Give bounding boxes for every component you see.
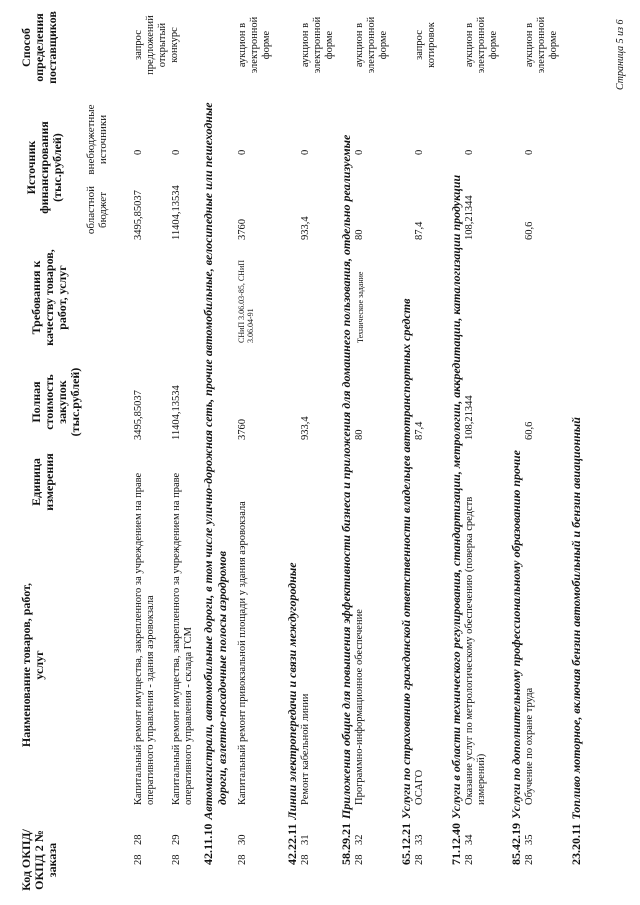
header-requirements: Требования к качеству товаров, работ, услуг: [29, 249, 69, 346]
row-name: Капитальный ремонт привокзальной площади у здания аэровокзала: [237, 501, 248, 805]
row-index-2: 35: [524, 834, 535, 845]
row-cost: 11404,13534: [171, 385, 182, 440]
row-index-1: 28: [354, 854, 365, 865]
header-source-offbudget: внебюджетные источники: [85, 104, 109, 175]
row-index-2: 34: [464, 834, 475, 845]
row-cost: 933,4: [300, 416, 311, 440]
row-regional: 108,21344: [464, 195, 475, 240]
row-name: Капитальный ремонт имущества, закрепленного за учреждением на праве оперативного управления - склада ГСМ: [171, 472, 194, 805]
row-cost: 80: [354, 429, 365, 440]
group-code: 42.11.10: [201, 823, 215, 865]
header-cost: Полная стоимость закупок (тыс.рублей): [29, 367, 82, 437]
row-method: запрос котировок: [414, 22, 437, 68]
row-method: аукцион в электронной форме: [237, 16, 272, 74]
header-source-regional: областной бюджет: [85, 185, 109, 235]
group-title: Линии электропередачи и связи междугородные: [285, 562, 299, 820]
row-cost: 87,4: [414, 421, 425, 440]
row-offbudget: 0: [300, 149, 311, 155]
group-title: Услуги в области технического регулирования, стандартизации, метрологии, аккредитации, каталогизации продукции: [449, 174, 463, 819]
row-index-1: 28: [237, 854, 248, 865]
row-index-1: 28: [171, 854, 182, 865]
row-offbudget: 0: [464, 149, 475, 155]
group-code: 23.20.11: [569, 823, 583, 865]
group-code: 85.42.19: [509, 823, 523, 865]
row-index-1: 28: [414, 854, 425, 865]
group-heading: [202, 102, 215, 865]
group-code: 42.22.11: [285, 823, 299, 865]
row-method: запрос предложений открытый конкурс: [133, 15, 180, 75]
group-title: Автомагистрали, автомобильные дороги, в том числе улично-дорожная сеть, прочие автомобильные, велосипедные или пешеходные: [201, 102, 215, 820]
row-name: ОСАГО: [414, 769, 425, 805]
row-cost: 3495,85037: [133, 390, 144, 440]
row-method: аукцион в электронной форме: [300, 16, 335, 74]
row-method: аукцион в электронной форме: [524, 16, 559, 74]
row-requirements: СНиП 3.06.03-85, СНиП 3.06.04-91: [237, 259, 255, 343]
header-name: Наименование товаров, работ, услуг: [19, 582, 46, 748]
group-heading: [450, 175, 463, 865]
row-index-2: 33: [414, 834, 425, 845]
header-source: Источник финансирования (тыс.рублей): [24, 121, 64, 214]
header-unit: Единица измерения: [29, 453, 56, 511]
group-title: Приложения общие для повышения эффективности бизнеса и приложения для домашнего пользования, отдельно реализуемые: [339, 134, 353, 819]
row-offbudget: 0: [524, 149, 535, 155]
header-code: Код ОКПД/ ОКПД 2 № заказа: [19, 829, 59, 891]
row-regional: 87,4: [414, 221, 425, 240]
group-code: 58.29.21: [339, 823, 353, 865]
row-regional: 3760: [237, 219, 248, 240]
row-cost: 60,6: [524, 421, 535, 440]
group-heading: [400, 299, 413, 866]
group-heading: [340, 135, 353, 865]
row-index-1: 28: [524, 854, 535, 865]
row-requirements: Техническое задание: [356, 271, 365, 343]
row-regional: 60,6: [524, 221, 535, 240]
row-index-1: 28: [133, 854, 144, 865]
row-index-1: 28: [300, 854, 311, 865]
row-name: Оказание услуг по метрологическому обеспечению (поверка средств измерений): [464, 496, 487, 805]
row-name: Ремонт кабельной линии: [300, 693, 311, 805]
group-code: 71.12.40: [449, 823, 463, 865]
group-heading: [510, 450, 523, 865]
group-code: 65.12.21: [399, 823, 413, 865]
group-title: Топливо моторное, включая бензин автомобильный и бензин авиационный: [569, 417, 583, 820]
row-regional: 80: [354, 229, 365, 240]
row-method: аукцион в электронной форме: [464, 16, 499, 74]
row-index-2: 32: [354, 834, 365, 845]
row-regional: 11404,13534: [171, 185, 182, 240]
row-index-2: 28: [133, 834, 144, 845]
row-offbudget: 0: [414, 149, 425, 155]
row-cost: 108,21344: [464, 395, 475, 440]
group-heading: [286, 562, 299, 865]
header-method: Способ определения поставщиков: [19, 11, 59, 84]
row-offbudget: 0: [354, 149, 365, 155]
row-cost: 3760: [237, 419, 248, 440]
row-index-1: 28: [464, 854, 475, 865]
group-heading: [570, 417, 583, 865]
row-regional: 3495,85037: [133, 190, 144, 240]
row-index-2: 31: [300, 834, 311, 845]
group-title-continued: дороги, взлетно-посадочные полосы аэродромов: [215, 551, 229, 805]
row-method: аукцион в электронной форме: [354, 16, 389, 74]
page-number: Страница 5 из 6: [615, 19, 626, 90]
row-index-2: 30: [237, 834, 248, 845]
row-index-2: 29: [171, 834, 182, 845]
row-offbudget: 0: [133, 149, 144, 155]
row-offbudget: 0: [237, 149, 248, 155]
group-title: Услуги по дополнительному профессиональному образованию прочие: [509, 450, 523, 819]
row-name: Капитальный ремонт имущества, закрепленного за учреждением на праве оперативного управления - здания аэровокзала: [133, 472, 156, 805]
row-offbudget: 0: [171, 149, 182, 155]
row-name: Программно-информационное обеспечение: [354, 609, 365, 805]
row-regional: 933,4: [300, 216, 311, 240]
group-title: Услуги по страхованию гражданской ответственности владельцев автотранспортных средств: [399, 298, 413, 819]
row-name: Обучение по охране труда: [524, 687, 535, 805]
